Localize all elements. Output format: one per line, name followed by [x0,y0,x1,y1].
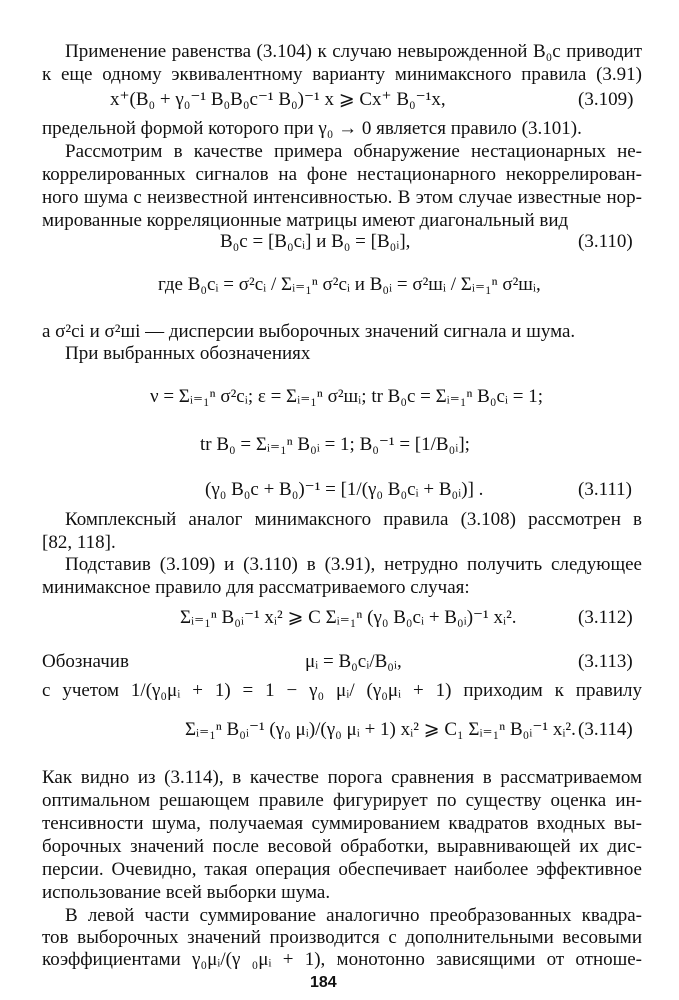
text-line: использование всей выборки шума. [42,882,331,903]
equation-3-110-where: где B₀cᵢ = σ²cᵢ / Σᵢ₌₁ⁿ σ²cᵢ и B₀ᵢ = σ²шᵢ / Σᵢ₌₁ⁿ σ²шᵢ, [158,274,541,295]
text-line: Комплексный аналог минимаксного правила (3.108) рассмотрен в [65,509,642,530]
text-line: с учетом 1/(γ₀μᵢ + 1) = 1 − γ₀ μᵢ/ (γ₀μᵢ + 1) приходим к правилу [42,680,642,701]
text-line: коррелированных сигналов на фоне нестационарного некоррелирован- [42,164,642,185]
equation-number: (3.109) [578,89,634,110]
text-line: к еще одному эквивалентному варианту минимаксного правила (3.91) [42,64,642,85]
text-line: мированные корреляционные матрицы имеют диагональный вид [42,210,569,231]
equation-3-111-a: ν = Σᵢ₌₁ⁿ σ²cᵢ; ε = Σᵢ₌₁ⁿ σ²шᵢ; tr B₀c = Σᵢ₌₁ⁿ B₀cᵢ = 1; [150,386,544,407]
text-line: тенсивности шума, получаемая суммированием квадратов входных вы- [42,813,642,834]
equation-3-114: Σᵢ₌₁ⁿ B₀ᵢ⁻¹ (γ₀ μᵢ)/(γ₀ μᵢ + 1) xᵢ² ⩾ C₁ Σᵢ₌₁ⁿ B₀ᵢ⁻¹ xᵢ². [185,719,576,740]
text-line: [82, 118]. [42,532,116,553]
text-line: Подставив (3.109) и (3.110) в (3.91), нетрудно получить следующее [65,554,642,575]
text-line: Как видно из (3.114), в качестве порога сравнения в рассматриваемом [42,767,642,788]
text-line: Рассмотрим в качестве примера обнаружение нестационарных не- [65,141,642,162]
equation-3-109: x⁺(B₀ + γ₀⁻¹ B₀B₀c⁻¹ B₀)⁻¹ x ⩾ Cx⁺ B₀⁻¹x, [110,89,446,110]
text-line: ного шума с неизвестной интенсивностью. В этом случае известные нор- [42,187,642,208]
text-line: В левой части суммирование аналогично преобразованных квадра- [65,905,642,926]
text-line: а σ²ci и σ²шi — дисперсии выборочных значений сигнала и шума. [42,321,576,342]
equation-number: (3.113) [578,651,633,672]
equation-3-112: Σᵢ₌₁ⁿ B₀ᵢ⁻¹ xᵢ² ⩾ C Σᵢ₌₁ⁿ (γ₀ B₀cᵢ + B₀ᵢ)⁻¹ xᵢ². [180,607,517,628]
equation-number: (3.110) [578,231,633,252]
text-line: коэффициентами γ₀μᵢ/(γ ₀μᵢ + 1), монотонно зависящими от отноше- [42,949,642,970]
equation-number: (3.111) [578,479,632,500]
equation-3-113: μᵢ = B₀cᵢ/B₀ᵢ, [305,651,402,672]
equation-3-110: B₀c = [B₀cᵢ] и B₀ = [B₀ᵢ], [220,231,411,252]
text-line: Обозначив [42,651,129,672]
text-line: предельной формой которого при γ₀ → 0 является правило (3.101). [42,118,582,139]
text-line: борочных значений после весовой обработки, выравнивающей их дис- [42,836,642,857]
equation-number: (3.114) [578,719,633,740]
text-line: минимаксное правило для рассматриваемого случая: [42,577,470,598]
text-line: тов выборочных значений производится с дополнительными весовыми [42,927,642,948]
text-line: оптимальном решающем правиле фигурирует по существу оценка ин- [42,790,642,811]
equation-3-111-c: (γ₀ B₀c + B₀)⁻¹ = [1/(γ₀ B₀cᵢ + B₀ᵢ)] . [205,479,484,500]
equation-3-111-b: tr B₀ = Σᵢ₌₁ⁿ B₀ᵢ = 1; B₀⁻¹ = [1/B₀ᵢ]; [200,434,470,455]
text-line: персии. Очевидно, такая операция обеспечивает наиболее эффективное [42,859,642,880]
equation-number: (3.112) [578,607,633,628]
text-line: При выбранных обозначениях [65,343,311,364]
text-line: Применение равенства (3.104) к случаю невырожденной B₀c приводит [65,41,642,62]
page-number: 184 [310,974,337,991]
